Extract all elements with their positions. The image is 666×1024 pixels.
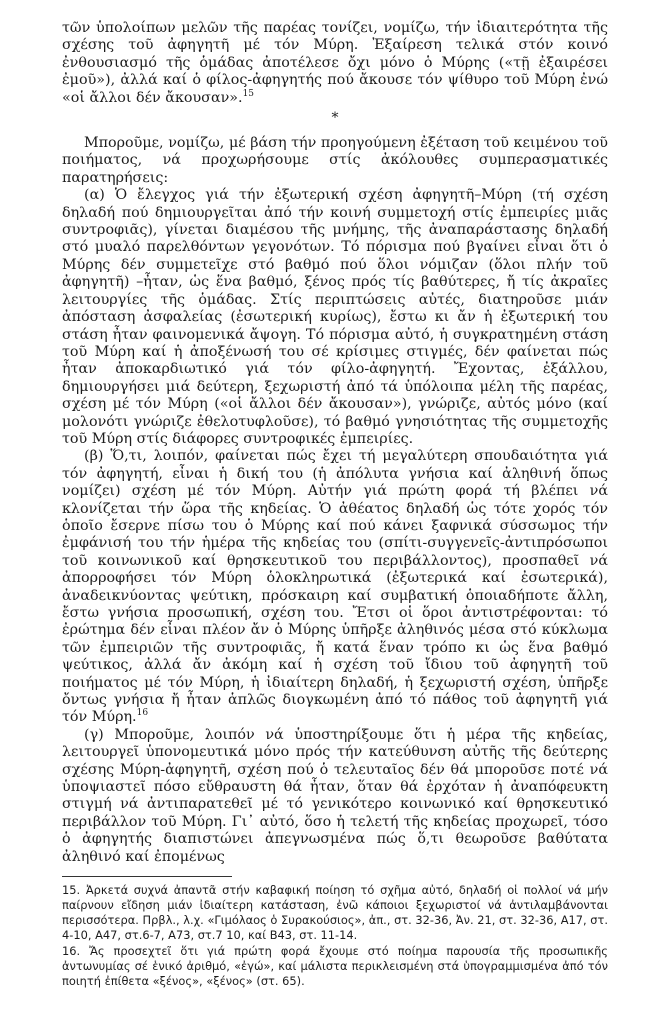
footnote-15: 15. Ἀρκετά συχνά ἀπαντᾶ στήν καβαφική ποίηση τό σχῆμα αὐτό, δηλαδή οἱ πολλοί νά μήν παίρνουν εἴδηση μιάν ἰδιαίτερη κατάσταση, ἐνῶ κάποιοι ξεχωριστοί νά ἀντιλαμβάνονται περισσότερα. Πρβλ., λ.χ. «Γιμόλαος ὁ Συρακούσιος», ἀπ., στ. 32-36, Ἀν. 21, στ. 32-36, Α17, στ. 4-10, Α47, στ.6-7, Α73, στ.7 10, καί Β43, στ. 11-14. bbox=[62, 883, 608, 943]
paragraph-continuation bbox=[62, 20, 608, 107]
paragraph-b bbox=[62, 448, 608, 727]
section-separator: * bbox=[331, 110, 339, 127]
paragraph-intro: Μποροῦμε, νομίζω, μέ βάση τήν προηγούμενη ἐξέταση τοῦ κειμένου τοῦ ποιήματος, νά προχωρήσουμε στίς ἀκόλουθες συμπερασματικές παρατηρήσεις: bbox=[62, 135, 608, 186]
book-page bbox=[62, 20, 608, 989]
paragraph-a: (α) Ὁ ἔλεγχος γιά τήν ἐξωτερική σχέση ἀφηγητῆ–Μύρη (τή σχέση δηλαδή πού δημιουργεῖται ἀπό τήν κοινή συμμετοχή στίς ἐμπειρίες μιᾶς συντροφιᾶς), γίνεται διαμέσου τῆς μνήμης, τῆς ἀναπαράστασης δηλαδή στό μυαλό παρελθόντων γεγονότων. Τό πόρισμα πού βγαίνει εἶναι ὅτι ὁ Μύρης δέν συμμετεῖχε στό βαθμό πού ὅλοι νόμιζαν (ὅλοι πλήν τοῦ ἀφηγητῆ) –ἦταν, ὡς ἕνα βαθμό, ξένος πρός τίς βαθύτερες, ἤ τίς ἀκραῖες λειτουργίες τῆς ὁμάδας. Στίς περιπτώσεις αὐτές, διατηροῦσε μιάν ἀπόσταση ἀσφαλείας (ἐσωτερική κυρίως), ἔστω κι ἄν ἡ ἐξωτερική του στάση ἦταν φαινομενικά ἄψογη. Τό πόρισμα αὐτό, ἡ συγκρατημένη στάση τοῦ Μύρη καί ἡ ἀποξένωσή του σέ κρίσιμες στιγμές, δέν φαίνεται πώς ἦταν ἀποκαρδιωτικό γιά τόν φίλο-ἀφηγητή. Ἔχοντας, ἐξάλλου, δημιουργήσει μιά δεύτερη, ξεχωριστή ἀπό τά ὑπόλοιπα μέλη τῆς παρέας, σχέση μέ τόν Μύρη («οἱ ἄλλοι δέν ἄκουσαν»), γνώριζε, αὐτός μόνο (καί μολονότι γνώριζε ἐθελοτυφλοῦσε), τό βαθμό γνησιότητας τῆς συμμετοχῆς τοῦ Μύρη στίς διάφορες συντροφικές ἐμπειρίες. bbox=[62, 187, 608, 447]
footnote-16: 16. Ἄς προσεχτεῖ ὅτι γιά πρώτη φορά ἔχουμε στό ποίημα παρουσία τῆς προσωπικῆς ἀντωνυμίας σέ ἑνικό ἀριθμό, «ἐγώ», καί μάλιστα περικλεισμένη στά ὑπογραμμισμένα ἀπό τόν ποιητή ἐπίθετα «ξένος», «ξένος» (στ. 65). bbox=[62, 944, 608, 989]
main-text bbox=[62, 20, 608, 866]
paragraph-text: τῶν ὑπολοίπων μελῶν τῆς παρέας τονίζει, νομίζω, τήν ἰδιαιτερότητα τῆς σχέσης τοῦ ἀφηγητῆ μέ τόν Μύρη. Ἐξαίρεση τελικά στόν κοινό ἐνθουσιασμό τῆς ὁμάδας ἀποτέλεσε ὄχι μόνο ὁ Μύρης («τῇ ἐξαιρέσει ἐμοῦ»), ἀλλά καί ὁ φίλος-ἀφηγητής πού ἄκουσε τόν ψίθυρο τοῦ Μύρη ἐνώ «οἱ ἄλλοι δέν ἄκουσαν». bbox=[62, 20, 608, 106]
footnotes bbox=[62, 883, 608, 989]
footnote-divider bbox=[62, 876, 232, 877]
paragraph-text: (β) Ὅ,τι, λοιπόν, φαίνεται πώς ἔχει τή μεγαλύτερη σπουδαιότητα γιά τόν ἀφηγητή, εἶναι ἡ δική του (ἡ ἀπόλυτα γνήσια καί ἀληθινή ὅπως νομίζει) σχέση μέ τόν Μύρη. Αὐτήν γιά πρώτη φορά τή βλέπει νά κλονίζεται τήν ὥρα τῆς κηδείας. Ὁ ἀθέατος δηλαδή ὡς τότε χορός τόν ὁποῖο ἔσερνε πίσω του ὁ Μύρης καί πού κάνει ξαφνικά σύσσωμος τήν ἐμφάνισή του τήν ἡμέρα τῆς κηδείας του (σπίτι-συγγενεῖς-ἀντιπρόσωποι τοῦ κοινωνικοῦ καί θρησκευτικοῦ του περιβάλλοντος), προσπαθεῖ νά ἀπορροφήσει τόν Μύρη ὁλοκληρωτικά (ἐξωτερικά καί ἐσωτερικά), ἀναδεικνύοντας ψεύτικη, πρόσκαιρη καί συμβατική ὁποιαδήποτε ἄλλη, ἔστω γνήσια προσωπική, σχέση του. Ἔτσι οἱ ὅροι ἀντιστρέφονται: τό ἐρώτημα δέν εἶναι πλέον ἄν ὁ Μύρης ὑπῆρξε ἀληθινός μέσα στό κύκλωμα τῶν ἐμπειριῶν τῆς συντροφιᾶς, ἤ κατά ἕναν τρόπο κι ὡς ἕνα βαθμό ψεύτικος, ἀλλά ἄν ἀκόμη καί ἡ σχέση τοῦ ἴδιου τοῦ ἀφηγητῆ τοῦ ποιήματος μέ τόν Μύρη, ἡ ἰδιαίτερη δηλαδή, ἡ ξεχωριστή σχέση, ὑπῆρξε ὄντως γνήσια ἤ ἦταν ἁπλῶς διογκωμένη ἀπό τό πάθος τοῦ ἀφηγητῆ γιά τόν Μύρη. bbox=[62, 448, 608, 726]
footnote-ref-16: 16 bbox=[136, 708, 149, 719]
footnote-ref-15: 15 bbox=[242, 88, 255, 99]
paragraph-c: (γ) Μποροῦμε, λοιπόν νά ὑποστηρίξουμε ὅτι ἡ μέρα τῆς κηδείας, λειτουργεῖ ὑπονομευτικά μόνο πρός τήν κατεύθυνση αὐτῆς τῆς δεύτερης σχέσης Μύρη-ἀφηγητῆ, σχέση πού ὁ τελευταῖος δέν θά μποροῦσε ποτέ νά ὑποψιαστεῖ πόσο εὔθραυστη θά ἦταν, ὅταν θά ἐρχόταν ἡ ἀναπόφευκτη στιγμή νά ἀντιπαρατεθεῖ μέ τό γενικότερο κοινωνικό καί θρησκευτικό περιβάλλον τοῦ Μύρη. Γι᾽ αὐτό, ὅσο ἡ τελετή τῆς κηδείας προχωρεῖ, τόσο ὁ ἀφηγητής διαπιστώνει ἀπεγνωσμένα πώς ὅ,τι θεωροῦσε βαθύτατα ἀληθινό καί ἐπομένως bbox=[62, 726, 608, 865]
